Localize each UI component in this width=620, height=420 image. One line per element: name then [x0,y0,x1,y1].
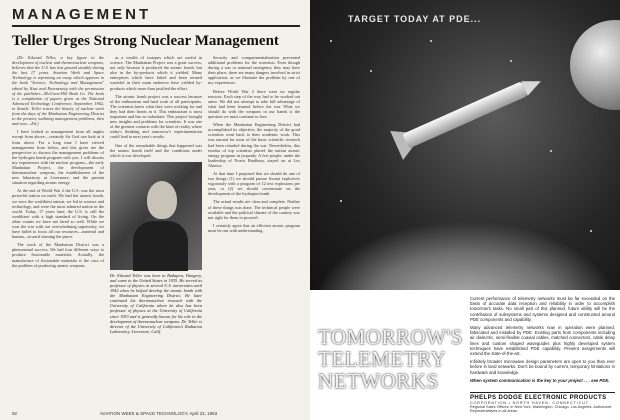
article-paragraph: as a wealth of isotopes which are useful in science. The Manhattan Project was a great success, not only because it produced the atomic bomb, but also in the by-products which it yielded. Many enterprises which have failed and been termed wasteful in their main endeavor have yielded by-products which more than justified the effort. [110,55,202,91]
article-columns [12,55,300,410]
article-paragraph: The work of the Manhattan District was a phenomenal success. We had four different ways to produce fissionable materials. Actually, the manufacture of fissionable materials is the crux of the problem of producing atomic weapons. [12,242,104,268]
article-paragraph: Before World War 2 there were no regular reactors. Each step of the way had to be worked out anew. We did not attempt to take full advantage of what had been learned before the war. What we should do with the weapons in our hands is the question we must continue to face. [208,88,300,120]
company-name: PHELPS DODGE ELECTRONIC PRODUCTS [470,395,607,401]
article-paragraph: At the end of World War 2 the U.S. was the most powerful nation on earth. We had the atomic bomb, we were the wealthiest nation, we led in science and technology, and were the most admired nation in the world. Today, 17 years later, the U.S. is still the wealthiest with a high standard of living. On the other counts we have not fared so well. While we won the war with our overwhelming superiority, we have failed to focus all our resources—material and human—toward winning the peace. [12,188,104,240]
article-column-3 [208,55,300,410]
star-icon [430,40,432,42]
teller-portrait-photo [110,162,202,270]
star-icon [550,150,552,152]
company-subtitle: CORPORATION • NORTH HAVEN, CONNECTICUT [470,401,589,405]
ad-headline: TARGET TODAY AT PDE... [348,14,482,24]
article-intro: (Dr. Edward Teller, a key figure in the development of nuclear and thermonuclear weapons, believes that the U.S. has lost ground steadily during the last 17 years. Aviation Week and Space Technology is reprinting an essay which appears in the book "Science, Technology and Management" edited by Kast and Rosenzweig with the permission of the publisher—McGraw-Hill Book Co. The book is a compilation of papers given at the National Advanced Technology Conference, September, 1962, in Seattle. Teller traces the history of nuclear work from the days of the Manhattan Engineering District to the present, outlining management problems, then and now.—Ed.) [12,55,104,127]
company-address: Regional Sales Offices: in New York, Washington, Chicago, Los Angeles. Authorized Representatives in all areas. [470,405,612,413]
ad-paragraph: Many advanced telemetry networks now in operation were planned, fabricated and installed by PDE. Existing parts from components including air dielectric, semi-flexible coaxial cables, matched connectors, cable delay lines and custom shaped waveguides plus highly developed system techniques have established PDE capability. Present assignments will extend the state-of-the-art. [470,325,615,357]
article-paragraph: The atomic bomb project was a success because of the enthusiasm and hard work of all participants. The scientists knew what they were working for and they had their hearts in it. This enthusiasm is most important and has no substitute. This project brought new insights and problems for scientists. It was one of the greatest contacts with the kind of reality where today's thinking and tomorrow's experimentation could lead to next year's results. [110,93,202,140]
company-block [470,392,615,413]
ad-title-line: NETWORKS [318,369,439,393]
ad-title-line: TELEMETRY [318,347,447,371]
ad-tagline: When system communication is the key to your project . . . see PDE. [470,377,610,383]
page-footer [12,411,300,416]
rocket-icon [379,62,551,168]
portrait-body [133,221,188,271]
article-paragraph: When the Manhattan Engineering District had accomplished its objective, the majority of the good scientists went back to their academic work. This was natural for most of the basic scientific research had been retarded during the war. Nevertheless, this exodus of top scientists placed the nation atomic energy program in jeopardy. A few people, under the leadership of Norris Bradbury, stayed on at Los Alamos. [208,122,300,168]
earth-horizon [310,220,620,290]
ad-paragraph: Infinitely broader microwave design parameters are open to you than ever before in land networks. Don't be bound by current, temporary limitations in hardware and knowledge. [470,359,615,375]
star-icon [510,60,512,62]
photo-caption: Dr. Edward Teller was born in Budapest, Hungary, and came to the United States in 1935. He served as professor of physics at several U.S. universities until 1942 when he helped develop the atomic bomb with the Manhattan Engineering District. He later continued his thermonuclear research with the University of California where he also has been professor of physics at the University of California since 1953 and is generally known for his role in the development of thermonuclear weapons. Dr. Teller is director of the University of California's Radiation Laboratory, Livermore, Calif. [110,272,202,334]
section-header: MANAGEMENT [12,6,152,23]
star-icon [340,200,342,202]
star-icon [370,70,372,72]
article-paragraph: At that time I proposed that we should do one of two things: (1) we should pursue fission explosives vigorously with a program of 12 test explosions per year, or (2) we should concentrate on the development of the hydrogen bomb. [208,170,300,197]
section-rule [12,25,300,27]
rocket-body [402,81,527,148]
planet-icon [570,20,620,110]
ad-paragraph: Current performance of telemetry networks must be far exceeded on the basis of accurate data reception and reliability in order to accomplish tomorrow's tasks. No small part of this planned, future ability will be the contribution of subsystems and systems designed and constructed around PDE components and capability. [470,296,615,322]
advertisement-page [310,0,620,420]
star-icon [330,40,332,42]
page-number: 92 [12,411,18,416]
article-column-1 [12,55,104,410]
article-paragraph: Security and compartmentalization prevented additional problems for the scientists. Even though during a war or national emergency they may have their place, there are many dangers involved in strict application, as we illustrate the problem by one of my experiences. [208,55,300,86]
ad-body [470,296,615,386]
article-column-2 [110,55,202,410]
article-paragraph: I certainly agree that an efficient atomic program must be run with understanding. [208,222,300,233]
portrait-head [147,181,177,219]
article-paragraph: I have looked at management from all angles except from above—certainly Sir God can look at it from above. For a long time I have viewed management from below, and this gives me the perspective to discuss the management problems of the hydrogen bomb program with you. I will discuss my experiences with the nuclear program—the early Manhattan Project, the development of thermonuclear weapons, the establishment of the new laboratory at Livermore, and the present situation regarding atomic energy. [12,129,104,186]
publication-line: AVIATION WEEK & SPACE TECHNOLOGY, April 22, 1963 [99,411,218,416]
article-headline: Teller Urges Strong Nuclear Management [12,33,279,49]
article-paragraph: The actual results are clear and complete. Neither of these things was done. The technical people were available and the political climate of the country was not right for them to proceed. [208,199,300,220]
article-paragraph: One of the remarkable things that happened was the atomic bomb itself and the conditions under which it was developed. [110,142,202,158]
ad-title-line: TOMORROW'S [318,325,463,349]
ad-title [318,326,463,392]
space-illustration [310,0,620,290]
